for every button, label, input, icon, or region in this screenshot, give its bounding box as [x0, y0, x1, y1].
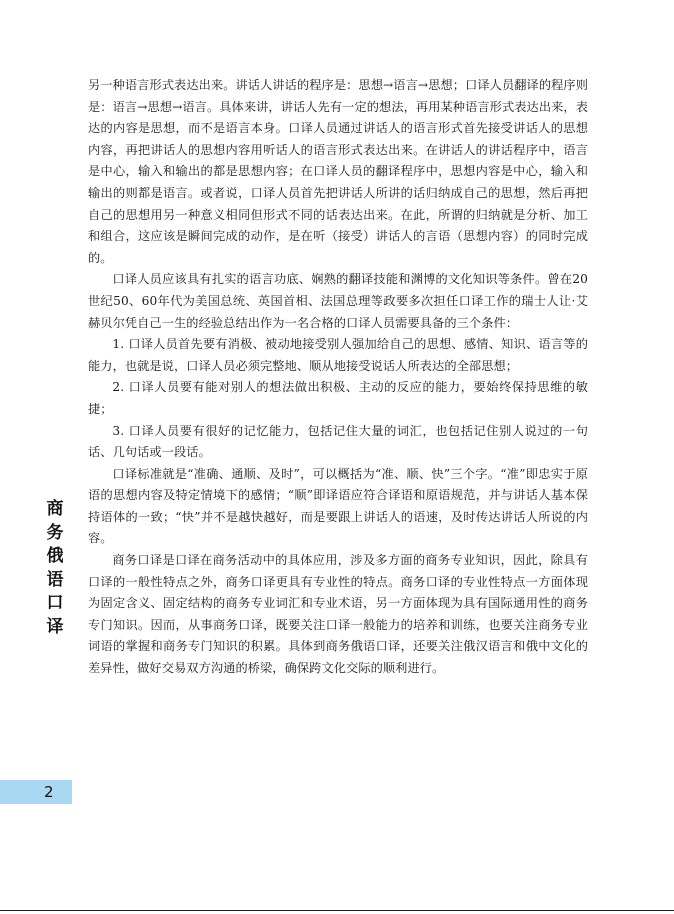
paragraph-interpretation-standards: 口译标准就是“准确、通顺、及时”，可以概括为“准、顺、快”三个字。“准”即忠实于原语的思想内容及特定情境下的感情；“顺”即译语应符合译语和原语规范，并与讲话人基本保持语体的一致；“快”并不是越快越好，而是要跟上讲话人的语速，及时传达讲话人所说的内容。	[88, 466, 588, 546]
book-title-char: 俄	[46, 546, 64, 566]
book-title-char: 口	[46, 593, 64, 613]
bottom-divider	[0, 910, 674, 911]
book-title-char: 译	[46, 616, 64, 637]
paragraph-business-interpretation: 商务口译是口译在商务活动中的具体应用，涉及多方面的商务专业知识，因此，除具有口译的一般性特点之外，商务口译更具有专业性的特点。商务口译的专业性特点一方面体现为固定含义、固定结构的商务专业词汇和专业术语，另一方面体现为具有国际通用性的商务专门知识。因而，从事商务口译，既要关注口译一般能力的培养和训练，也要关注商务专业词语的掌握和商务专门知识的积累。具体到商务俄语口译，还要关注俄汉语言和俄中文化的差异性，做好交易双方沟通的桥梁，确保跨文化交际的顺利进行。	[88, 553, 588, 676]
page-number-tab	[0, 780, 72, 804]
book-title-char: 务	[46, 522, 64, 543]
book-title-char: 商	[46, 499, 64, 519]
book-title-char: 语	[46, 569, 64, 590]
list-item-condition-2: 2. 口译人员要有能对别人的想法做出积极、主动的反应的能力，要始终保持思维的敏捷；	[88, 380, 588, 416]
paragraph-continued: 另一种语言形式表达出来。讲话人讲话的程序是：思想→语言→思想；口译人员翻译的程序则是：语言→思想→语言。具体来讲，讲话人先有一定的想法，再用某种语言形式表达出来，表达的内容是思想，而不是语言本身。口译人员通过讲话人的语言形式首先接受讲话人的思想内容，再把讲话人的思想内容用听话人的语言形式表达出来。在讲话人的讲话程序中，语言是中心，输入和输出的都是思想内容；在口译人员的翻译程序中，思想内容是中心，输入和输出的则都是语言。或者说，口译人员首先把讲话人所讲的话归纳成自己的思想，然后再把自己的思想用另一种意义相同但形式不同的话表达出来。在此，所谓的归纳就是分析、加工和组合，这应该是瞬间完成的动作，是在听（接受）讲话人的言语（思想内容）的同时完成的。	[88, 78, 588, 265]
page-number: 2	[44, 783, 54, 801]
list-item-condition-3: 3. 口译人员要有很好的记忆能力，包括记住大量的词汇，也包括记住别人说过的一句话、几句话或一段话。	[88, 423, 588, 460]
body-text	[88, 75, 588, 680]
list-item-condition-1: 1. 口译人员首先要有消极、被动地接受别人强加给自己的思想、感情、知识、语言等的能力，也就是说，口译人员必须完整地、顺从地接受说话人所表达的全部思想；	[88, 337, 588, 373]
book-title-vertical	[40, 498, 70, 639]
paragraph-interpreter-qualifications: 口译人员应该具有扎实的语言功底、娴熟的翻译技能和渊博的文化知识等条件。曾在20世纪50、60年代为美国总统、英国首相、法国总理等政要多次担任口译工作的瑞士人让·艾赫贝尔凭自己一生的经验总结出作为一名合格的口译人员需要具备的三个条件：	[88, 272, 588, 330]
